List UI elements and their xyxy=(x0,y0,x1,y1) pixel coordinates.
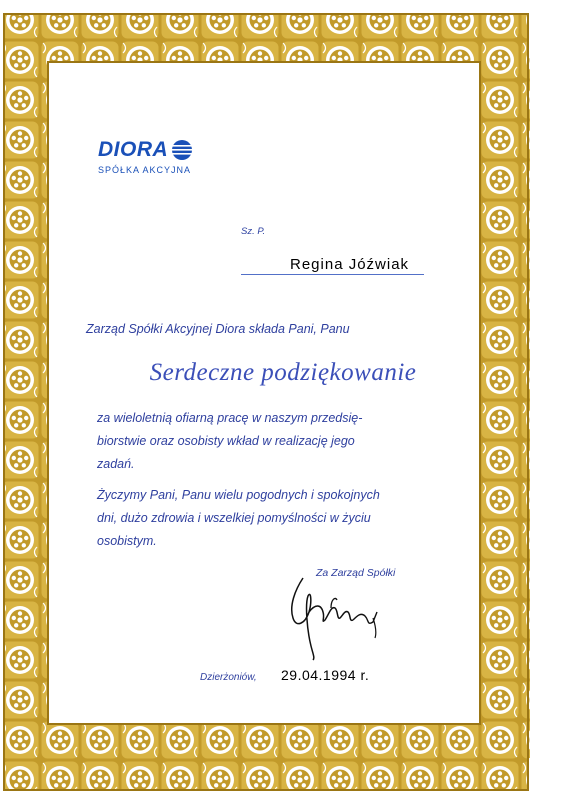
globe-icon xyxy=(171,139,193,161)
paragraph-line: biorstwie oraz osobisty wkład w realizację jego xyxy=(97,434,355,448)
logo-subtitle: SPÓŁKA AKCYJNA xyxy=(98,165,192,175)
issue-date: 29.04.1994 r. xyxy=(281,667,370,683)
salutation: Sz. P. xyxy=(241,226,266,237)
paragraph-wishes xyxy=(97,484,380,553)
paragraph-line: osobistym. xyxy=(97,534,157,548)
paragraph-line: Życzymy Pani, Panu wielu pogodnych i spokojnych xyxy=(97,488,380,502)
paragraph-line: dni, dużo zdrowia i wszelkiej pomyślności w życiu xyxy=(97,511,371,525)
signature-label: Za Zarząd Spółki xyxy=(316,567,396,579)
paragraph-line: za wieloletnią ofiarną pracę w naszym przedsię- xyxy=(97,411,363,425)
recipient-name: Regina Jóźwiak xyxy=(290,256,410,273)
certificate-heading: Serdeczne podziękowanie xyxy=(149,359,417,386)
paragraph-line: zadań. xyxy=(97,457,135,471)
handwritten-signature xyxy=(285,560,395,670)
place-label: Dzierżoniów, xyxy=(200,672,257,683)
company-logo xyxy=(98,138,192,175)
paragraph-thanks xyxy=(97,407,362,476)
name-underline xyxy=(241,274,424,275)
intro-text: Zarząd Spółki Akcyjnej Diora składa Pani, Panu xyxy=(86,322,350,336)
logo-name: DIORA xyxy=(98,138,169,161)
